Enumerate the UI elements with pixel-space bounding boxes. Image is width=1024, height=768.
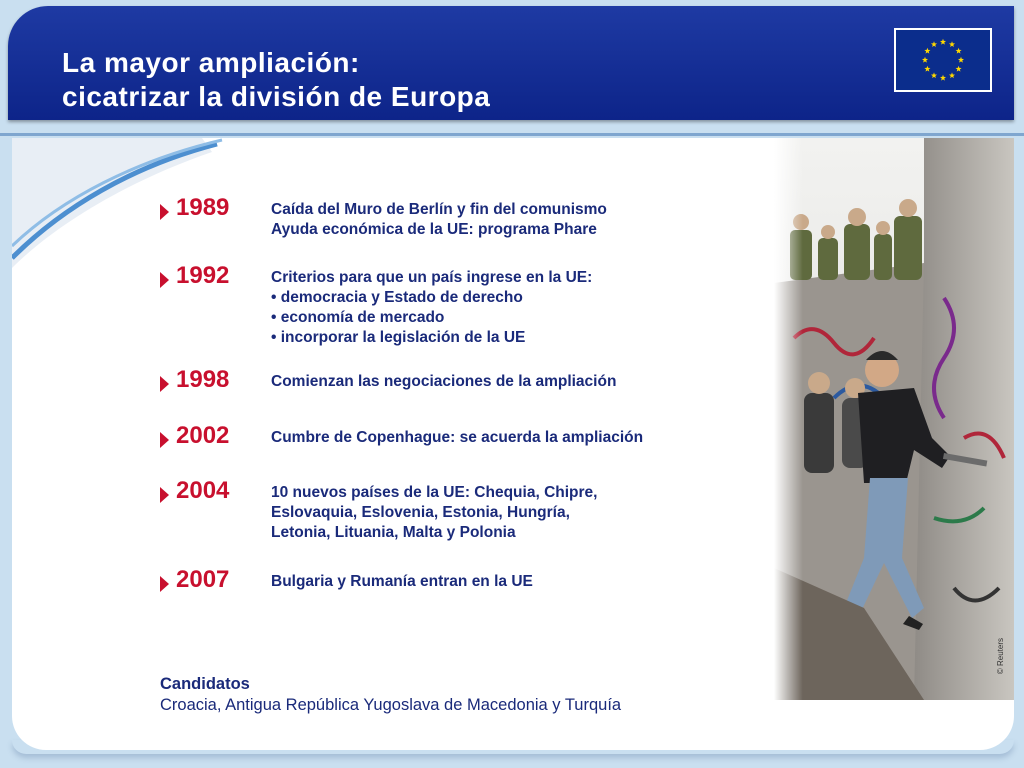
header-bar xyxy=(8,6,1014,120)
timeline-description-line: Cumbre de Copenhague: se acuerda la ampliación xyxy=(271,429,644,446)
timeline-description-line: Comienzan las negociaciones de la ampliación xyxy=(271,373,617,390)
timeline-description-line: Ayuda económica de la UE: programa Phare xyxy=(271,221,597,238)
triangle-right-icon xyxy=(160,576,169,592)
timeline-description-line: Letonia, Lituania, Malta y Polonia xyxy=(271,524,516,541)
timeline-year: 1989 xyxy=(176,194,230,221)
timeline-description xyxy=(271,483,771,543)
timeline-description-line: Eslovaquia, Eslovenia, Estonia, Hungría, xyxy=(271,504,570,521)
timeline-description-line: • incorporar la legislación de la UE xyxy=(271,329,526,346)
candidates-block xyxy=(160,674,621,716)
timeline-description xyxy=(271,572,771,592)
content-panel xyxy=(12,138,1014,750)
triangle-right-icon xyxy=(160,204,169,220)
timeline-year: 2002 xyxy=(176,422,230,449)
candidates-text: Croacia, Antigua República Yugoslava de Macedonia y Turquía xyxy=(160,696,622,714)
timeline-description xyxy=(271,268,771,348)
timeline-year: 2007 xyxy=(176,566,230,593)
triangle-right-icon xyxy=(160,376,169,392)
page-title-line-2: cicatrizar la división de Europa xyxy=(62,81,491,112)
page-title-line-1: La mayor ampliación: xyxy=(62,47,360,78)
timeline-description-line: • democracia y Estado de derecho xyxy=(271,289,523,306)
triangle-right-icon xyxy=(160,432,169,448)
timeline-description-line: • economía de mercado xyxy=(271,309,445,326)
page-title xyxy=(62,46,490,114)
timeline-description xyxy=(271,428,771,448)
eu-flag-icon xyxy=(894,28,992,92)
timeline-year: 1998 xyxy=(176,366,230,393)
timeline-description-line: Bulgaria y Rumanía entran en la UE xyxy=(271,573,533,590)
candidates-label: Candidatos xyxy=(160,675,250,693)
timeline-description xyxy=(271,200,771,240)
triangle-right-icon xyxy=(160,272,169,288)
timeline-description xyxy=(271,372,771,392)
header-divider xyxy=(0,133,1024,136)
timeline-year: 2004 xyxy=(176,477,230,504)
triangle-right-icon xyxy=(160,487,169,503)
timeline-description-line: 10 nuevos países de la UE: Chequia, Chipre, xyxy=(271,484,598,501)
timeline-description-line: Caída del Muro de Berlín y fin del comunismo xyxy=(271,201,607,218)
timeline-description-line: Criterios para que un país ingrese en la UE: xyxy=(271,269,593,286)
timeline-year: 1992 xyxy=(176,262,230,289)
photo-credit: © Reuters xyxy=(996,638,1005,675)
decorative-swoosh xyxy=(12,138,272,278)
berlin-wall-photo xyxy=(774,138,1014,700)
